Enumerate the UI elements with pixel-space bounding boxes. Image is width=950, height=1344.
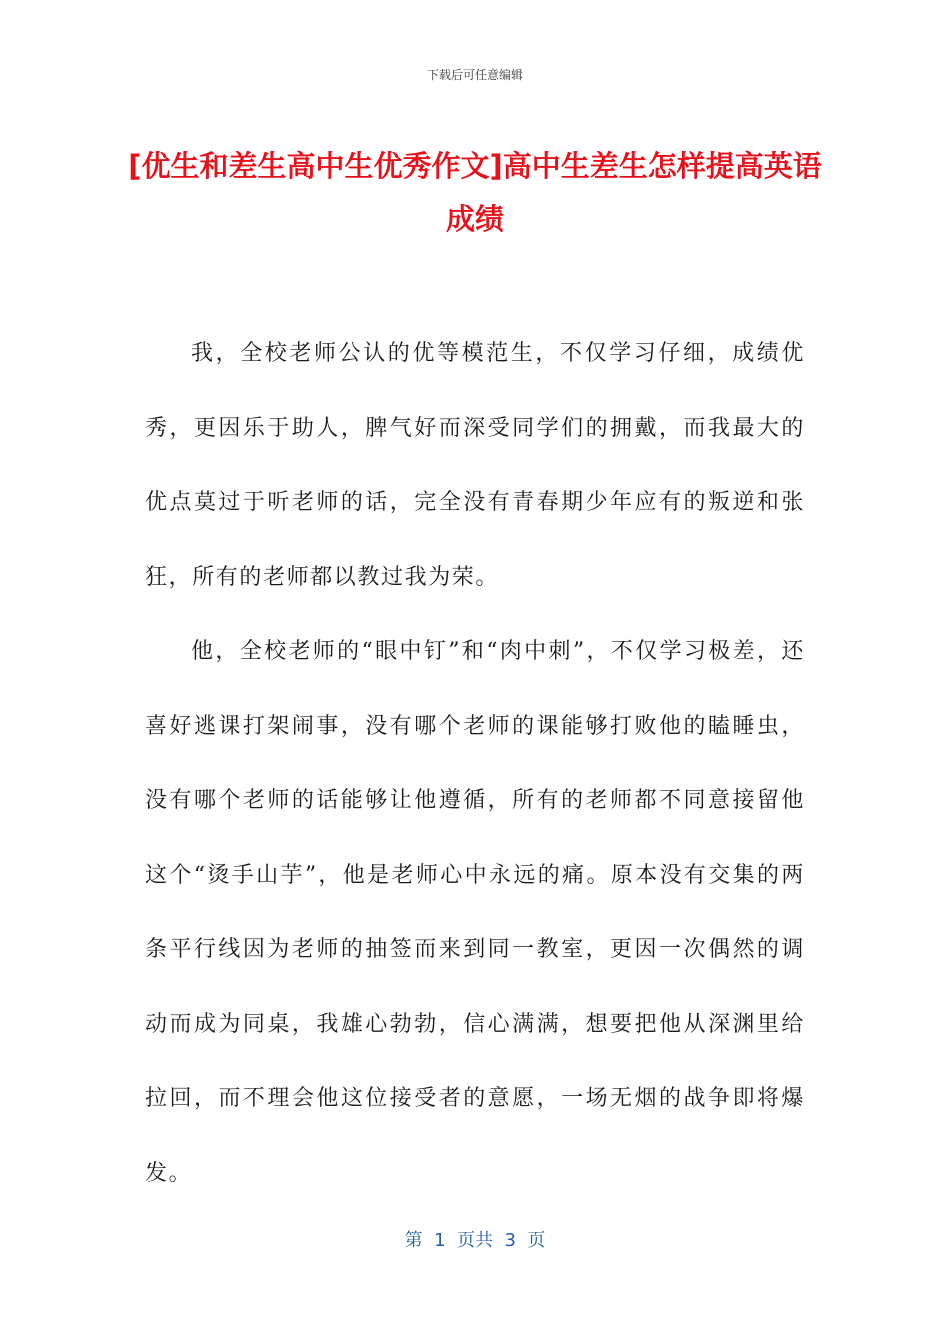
document-title: [优生和差生高中生优秀作文]高中生差生怎样提高英语成绩 [128, 149, 822, 236]
paragraph-1: 我，全校老师公认的优等模范生，不仅学习仔细，成绩优秀，更因乐于助人，脾气好而深受同学们的拥戴，而我最大的优点莫过于听老师的话，完全没有青春期少年应有的叛逆和张狂，所有的老师都以教过我为荣。 [145, 341, 805, 590]
document-body [145, 317, 805, 1211]
header-note: 下载后可任意编辑 [426, 68, 523, 82]
page-number-footer: 第 1 页共 3 页 [404, 1230, 546, 1251]
paragraph-2: 他，全校老师的“眼中钉”和“肉中刺”，不仅学习极差，还喜好逃课打架闹事，没有哪个老师的课能够打败他的瞌睡虫，没有哪个老师的话能够让他遵循，所有的老师都不同意接留他这个“烫手山芋”，他是老师心中永远的痛。原本没有交集的两条平行线因为老师的抽签而来到同一教室，更因一次偶然的调动而成为同桌，我雄心勃勃，信心满满，想要把他从深渊里给拉回，而不理会他这位接受者的意愿，一场无烟的战争即将爆发。 [145, 639, 805, 1186]
